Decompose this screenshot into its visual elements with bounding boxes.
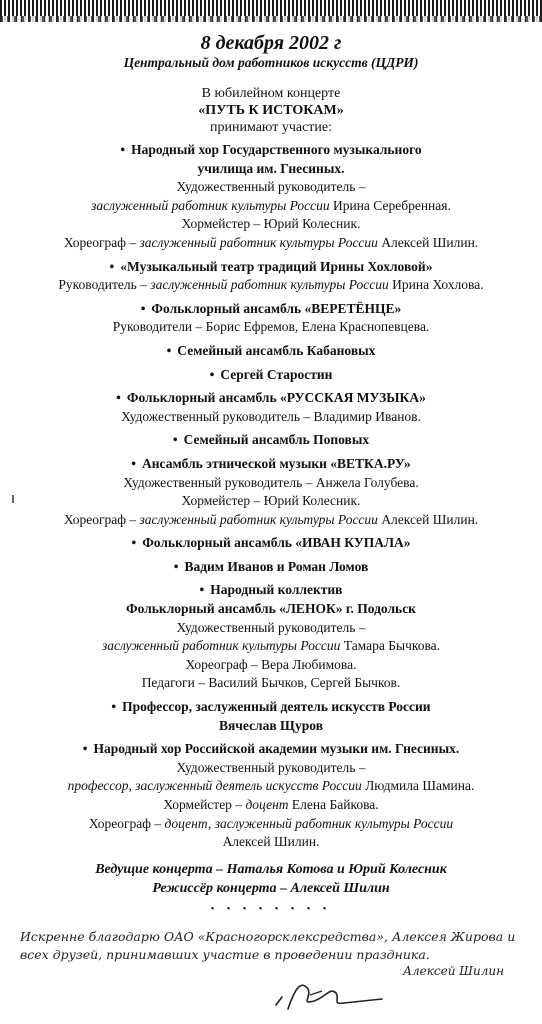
participant-item bbox=[0, 558, 542, 577]
role-label: Хореограф – bbox=[88, 815, 165, 831]
participant-name: Сергей Старостин bbox=[220, 366, 333, 382]
participant-name: Семейный ансамбль Поповых bbox=[183, 432, 370, 448]
participant-item bbox=[0, 141, 542, 253]
participant-detail: Хореограф – Вера Любимова. bbox=[185, 656, 357, 672]
credits bbox=[0, 860, 542, 898]
person-name: Алексей Шилин. bbox=[222, 834, 320, 850]
participant-item bbox=[0, 431, 542, 450]
bullet-icon: • bbox=[120, 142, 126, 157]
participant-detail: Хормейстер – Юрий Колесник. bbox=[181, 216, 361, 232]
bullet-icon: • bbox=[209, 366, 215, 382]
hosts-line: Ведущие концерта – Наталья Котова и Юрий Колесник bbox=[95, 861, 447, 877]
person-name: Ирина Серебренная. bbox=[329, 197, 451, 213]
participant-detail: Художественный руководитель – bbox=[176, 179, 366, 195]
event-venue: Центральный дом работников искусств (ЦДРИ) bbox=[123, 55, 419, 70]
dots-divider: • • • • • • • • bbox=[210, 903, 332, 915]
participant-detail: Руководители – Борис Ефремов, Елена Краснопевцева. bbox=[112, 319, 430, 335]
role-label: Хормейстер – bbox=[163, 797, 246, 812]
person-name: Алексей Шилин. bbox=[377, 234, 479, 250]
title-italic: заслуженный работник культуры России bbox=[150, 277, 389, 293]
intro bbox=[0, 85, 542, 136]
bullet-icon: • bbox=[109, 258, 115, 274]
participant-item bbox=[0, 740, 542, 852]
bullet-icon: • bbox=[199, 582, 205, 598]
person-name: Тамара Бычкова. bbox=[340, 638, 441, 654]
bullet-icon: • bbox=[131, 535, 137, 551]
intro-line: принимают участие: bbox=[209, 120, 333, 135]
participant-item bbox=[0, 366, 542, 385]
participant-item bbox=[0, 342, 542, 361]
role-label: Хореограф – bbox=[63, 234, 140, 250]
participant-detail: Художественный руководитель – Владимир Иванов. bbox=[121, 408, 421, 424]
decorative-border bbox=[0, 0, 542, 22]
participant-name: училища им. Гнесиных. bbox=[197, 160, 345, 176]
participant-item bbox=[0, 258, 542, 295]
participant-name: Народный хор Государственного музыкального bbox=[131, 142, 422, 157]
signature-name: Алексей Шилин bbox=[402, 964, 504, 978]
participant-item bbox=[0, 698, 542, 735]
signature-icon bbox=[270, 975, 390, 1015]
person-name: Ирина Хохлова. bbox=[388, 277, 484, 293]
participant-name: Вадим Иванов и Роман Ломов bbox=[184, 558, 369, 574]
bullet-icon: • bbox=[166, 342, 172, 358]
role-label: Хореограф – bbox=[63, 511, 140, 527]
bullet-icon: • bbox=[111, 699, 117, 715]
participant-item bbox=[0, 300, 542, 337]
program-page bbox=[0, 26, 542, 916]
participant-name: «Музыкальный театр традиций Ирины Хохловой» bbox=[120, 258, 433, 274]
participant-name: Фольклорный ансамбль «ЛЕНОК» г. Подольск bbox=[126, 601, 416, 617]
bullet-icon: • bbox=[173, 558, 179, 574]
participant-name: Народный коллектив bbox=[210, 582, 343, 598]
participant-detail: Хормейстер – Юрий Колесник. bbox=[181, 493, 361, 509]
participant-detail: Педагоги – Василий Бычков, Сергей Бычков. bbox=[141, 675, 401, 691]
participant-detail: Художественный руководитель – bbox=[176, 619, 366, 635]
title-italic: доцент, заслуженный работник культуры России bbox=[164, 815, 454, 831]
participant-name: Вячеслав Щуров bbox=[218, 717, 323, 733]
participant-name: Фольклорный ансамбль «ВЕРЕТЁНЦЕ» bbox=[151, 300, 402, 316]
person-name: Елена Байкова. bbox=[288, 797, 379, 812]
participant-name: Семейный ансамбль Кабановых bbox=[177, 342, 376, 358]
title-italic: заслуженный работник культуры России bbox=[139, 234, 378, 250]
participant-name: Фольклорный ансамбль «ИВАН КУПАЛА» bbox=[142, 535, 411, 551]
bullet-icon: • bbox=[116, 390, 121, 406]
participant-name: Народный хор Российской академии музыки им. Гнесиных. bbox=[93, 741, 460, 757]
bullet-icon: • bbox=[172, 432, 178, 448]
bullet-icon: • bbox=[82, 741, 88, 757]
participant-item bbox=[0, 534, 542, 553]
participant-item bbox=[0, 389, 542, 426]
bullet-icon: • bbox=[131, 455, 137, 471]
director-line: Режиссёр концерта – Алексей Шилин bbox=[152, 880, 390, 896]
participant-detail: Художественный руководитель – bbox=[176, 759, 366, 775]
participant-detail: Художественный руководитель – Анжела Голубева. bbox=[123, 474, 419, 490]
title-italic: доцент bbox=[245, 797, 289, 812]
event-date: 8 декабря 2002 г bbox=[200, 32, 342, 54]
participant-name: Фольклорный ансамбль «РУССКАЯ МУЗЫКА» bbox=[126, 390, 426, 406]
person-name: Алексей Шилин. bbox=[377, 511, 479, 527]
title-italic: заслуженный работник культуры России bbox=[101, 638, 341, 654]
person-name: Людмила Шамина. bbox=[361, 778, 475, 794]
intro-line: В юбилейном концерте bbox=[201, 86, 341, 101]
role-label: Руководитель – bbox=[58, 277, 151, 293]
handwritten-thanks: Искренне благодарю ОАО «Красногорсклексредства», Алексея Жирова и всех друзей, принимавших участие в проведении праздника. bbox=[20, 929, 516, 962]
participant-name: Ансамбль этнической музыки «ВЕТКА.РУ» bbox=[142, 455, 411, 471]
bullet-icon: • bbox=[140, 300, 146, 316]
concert-title: «ПУТЬ К ИСТОКАМ» bbox=[198, 103, 344, 118]
participant-item bbox=[0, 455, 542, 529]
title-italic: профессор, заслуженный деятель искусств России bbox=[67, 778, 362, 794]
participant-name: Профессор, заслуженный деятель искусств России bbox=[122, 699, 431, 715]
participant-item bbox=[0, 581, 542, 693]
title-italic: заслуженный работник культуры России bbox=[91, 197, 330, 213]
title-italic: заслуженный работник культуры России bbox=[139, 511, 378, 527]
